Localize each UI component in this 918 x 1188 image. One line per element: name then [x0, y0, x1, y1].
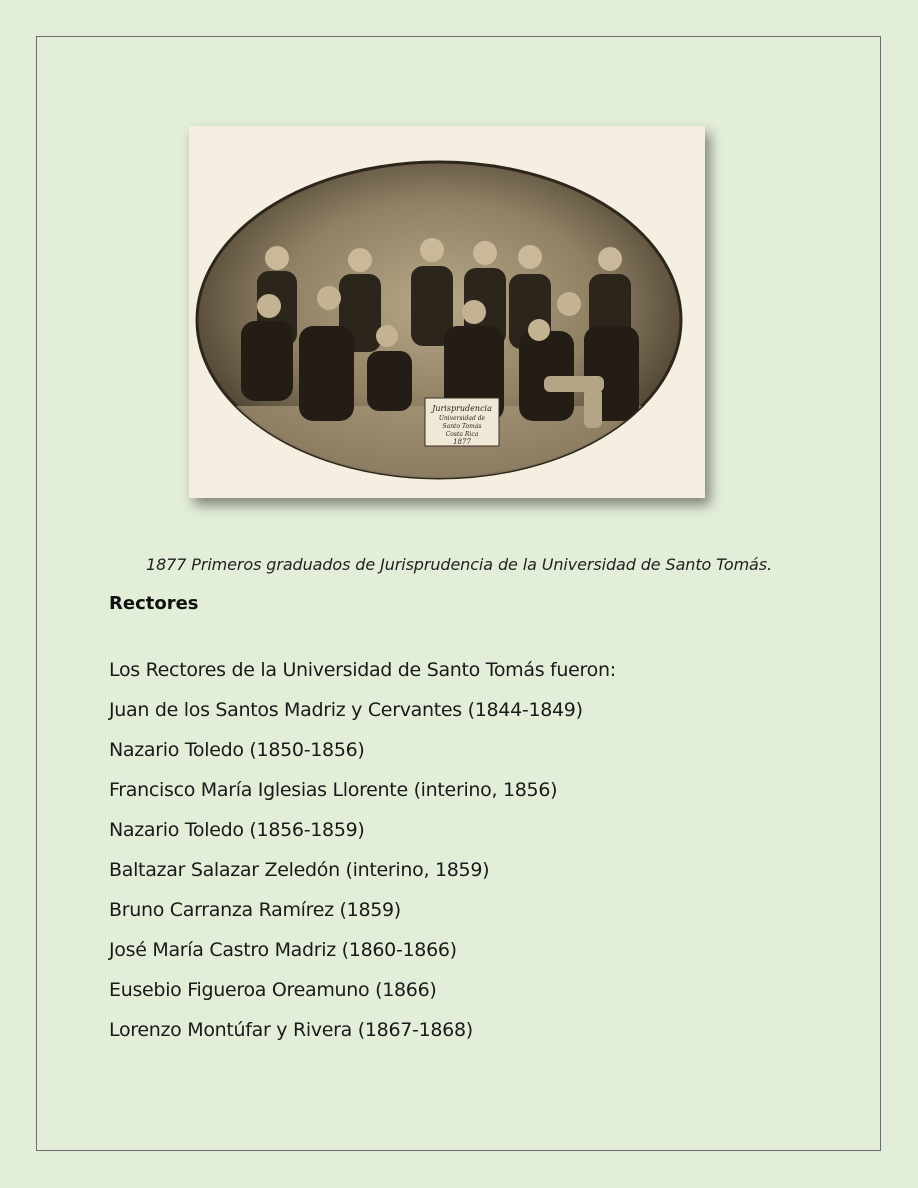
rector-list: [109, 657, 616, 1057]
sign-line-1: Jurisprudencia: [432, 404, 492, 413]
rector-item: Francisco María Iglesias Llorente (interino, 1856): [109, 779, 558, 801]
sign-line-5: 1877: [453, 438, 471, 446]
rector-item: Nazario Toledo (1856-1859): [109, 819, 365, 841]
rector-item: José María Castro Madriz (1860-1866): [109, 939, 457, 961]
intro-text: Los Rectores de la Universidad de Santo Tomás fueron:: [109, 659, 616, 681]
section-heading: Rectores: [109, 593, 199, 614]
photo-caption: 1877 Primeros graduados de Jurisprudencia de la Universidad de Santo Tomás.: [146, 555, 772, 574]
sign-line-4: Costa Rica: [445, 431, 479, 438]
sign-line-2: Universidad de: [438, 415, 486, 422]
rector-item: Eusebio Figueroa Oreamuno (1866): [109, 979, 437, 1001]
sepia-photograph: [189, 126, 705, 498]
rector-item: Nazario Toledo (1850-1856): [109, 739, 365, 761]
sign-line-3: Santo Tomás: [442, 423, 482, 430]
rector-item: Baltazar Salazar Zeledón (interino, 1859): [109, 859, 490, 881]
rector-item: Lorenzo Montúfar y Rivera (1867-1868): [109, 1019, 473, 1041]
rector-item: Juan de los Santos Madriz y Cervantes (1844-1849): [109, 699, 583, 721]
rector-item: Bruno Carranza Ramírez (1859): [109, 899, 401, 921]
historic-group-photo: [189, 126, 705, 498]
